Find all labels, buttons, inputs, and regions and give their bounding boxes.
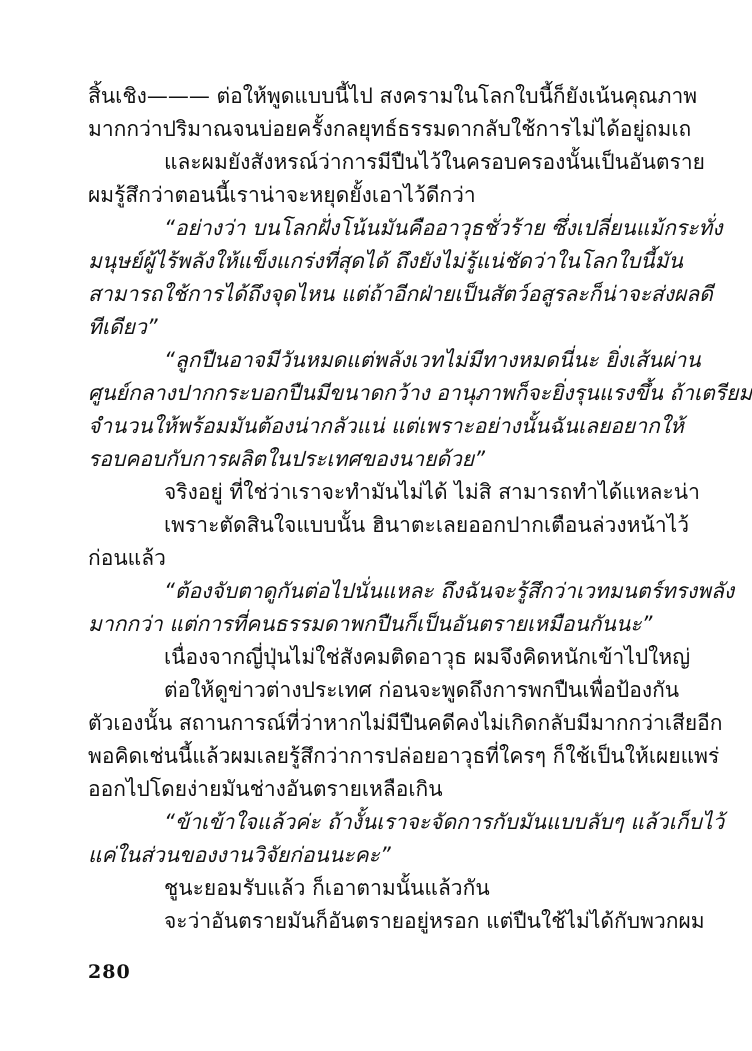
text-line-11: จำนวนให้พร้อมมันต้องน่ากลัวแน่ แต่เพราะอย่างนั้นฉันเลยอยากให้ (88, 414, 684, 438)
page-number: 280 (88, 961, 131, 983)
text-line-3: และผมยังสังหรณ์ว่าการมีปืนไว้ในครอบครองนั้นเป็นอันตราย (164, 150, 705, 174)
text-line-6: มนุษย์ผู้ไร้พลังให้แข็งแกร่งที่สุดได้ ถึงยังไม่รู้แน่ชัดว่าในโลกใบนี้มัน (88, 249, 683, 273)
text-line-21: พอคิดเช่นนี้แล้วผมเลยรู้สึกว่าการปล่อยอาวุธที่ใครๆ ก็ใช้เป็นให้เผยแพร่ (88, 744, 720, 768)
text-line-10: ศูนย์กลางปากกระบอกปืนมีขนาดกว้าง อานุภาพก็จะยิ่งรุนแรงขึ้น ถ้าเตรียม (88, 381, 752, 405)
text-line-7: สามารถใช้การได้ถึงจุดไหน แต่ถ้าอีกฝ่ายเป็นสัตว์อสูรละก็น่าจะส่งผลดี (88, 282, 713, 306)
text-line-4: ผมรู้สึกว่าตอนนี้เราน่าจะหยุดยั้งเอาไว้ดีกว่า (88, 183, 476, 207)
text-line-16: “ต้องจับตาดูกันต่อไปนั่นแหละ ถึงฉันจะรู้สึกว่าเวทมนตร์ทรงพลัง (164, 579, 735, 603)
text-line-23: “ข้าเข้าใจแล้วค่ะ ถ้างั้นเราจะจัดการกับมันแบบลับๆ แล้วเก็บไว้ (164, 810, 725, 834)
text-line-17: มากกว่า แต่การที่คนธรรมดาพกปืนก็เป็นอันตรายเหมือนกันนะ” (88, 612, 653, 636)
text-line-20: ตัวเองนั้น สถานการณ์ที่ว่าหากไม่มีปืนคดีคงไม่เกิดกลับมีมากกว่าเสียอีก (88, 711, 723, 735)
text-line-5: “อย่างว่า บนโลกฝั่งโน้นมันคืออาวุธชั่วร้าย ซึ่งเปลี่ยนแม้กระทั่ง (164, 216, 723, 240)
text-line-26: จะว่าอันตรายมันก็อันตรายอยู่หรอก แต่ปืนใช้ไม่ได้กับพวกผม (164, 909, 705, 933)
text-line-19: ต่อให้ดูข่าวต่างประเทศ ก่อนจะพูดถึงการพกปืนเพื่อป้องกัน (164, 678, 680, 702)
text-line-14: เพราะตัดสินใจแบบนั้น ฮินาตะเลยออกปากเตือนล่วงหน้าไว้ (164, 513, 690, 537)
page-body (88, 80, 752, 938)
text-line-9: “ลูกปืนอาจมีวันหมดแต่พลังเวทไม่มีทางหมดนี่นะ ยิ่งเส้นผ่าน (164, 348, 701, 372)
text-line-15: ก่อนแล้ว (88, 546, 166, 570)
text-line-8: ทีเดียว” (88, 315, 158, 339)
text-line-24: แค่ในส่วนของงานวิจัยก่อนนะคะ” (88, 843, 391, 867)
text-line-13: จริงอยู่ ที่ใช่ว่าเราจะทำมันไม่ได้ ไม่สิ สามารถทำได้แหละน่า (164, 480, 700, 504)
text-line-2: มากกว่าปริมาณจนบ่อยครั้งกลยุทธ์ธรรมดากลับใช้การไม่ได้อยู่ถมเถ (88, 117, 692, 141)
text-line-1: สิ้นเชิง——— ต่อให้พูดแบบนี้ไป สงครามในโลกใบนี้ก็ยังเน้นคุณภาพ (88, 84, 698, 108)
text-line-25: ชูนะยอมรับแล้ว ก็เอาตามนั้นแล้วกัน (164, 876, 490, 900)
text-line-12: รอบคอบกับการผลิตในประเทศของนายด้วย” (88, 447, 485, 471)
text-line-18: เนื่องจากญี่ปุ่นไม่ใช่สังคมติดอาวุธ ผมจึงคิดหนักเข้าไปใหญ่ (164, 645, 691, 669)
text-line-22: ออกไปโดยง่ายมันช่างอันตรายเหลือเกิน (88, 777, 443, 801)
